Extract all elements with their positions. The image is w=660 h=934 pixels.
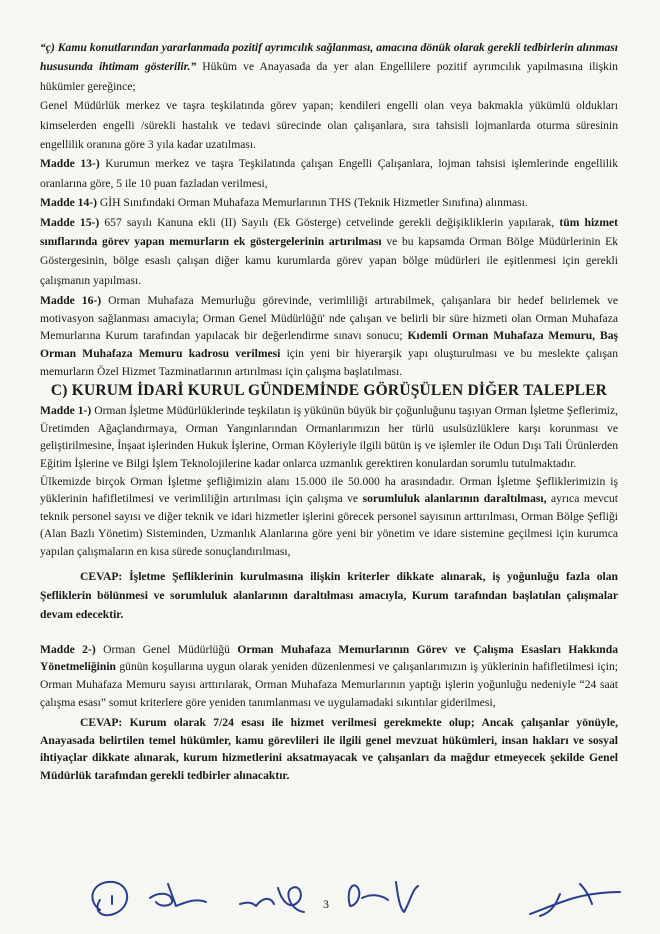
spacer [40, 625, 618, 641]
madde-14-label: Madde 14-) [40, 196, 97, 210]
document-body [40, 38, 618, 785]
signatures [0, 862, 660, 934]
c-madde-1-label: Madde 1-) [40, 404, 92, 418]
c-madde-1-para2-bold: sorumluluk alanlarının daraltılması, [362, 492, 547, 506]
signature-4 [349, 882, 418, 912]
madde-16-text-a: Orman Muhafaza Memurluğu görevinde, verimliliği artırabilmek, çalışanlara bir hedef belirlemek ve motivasyon sağlanması amacıyla; Orman Genel Müdürlüğü' nde çalışan ve belirli bir süre hizmeti olan Orman Muhafaza Memurlarına Kurum tarafından yapılacak bir değerlendirme sınavı sonucu; [40, 294, 619, 343]
signature-2 [150, 884, 206, 906]
signature-3 [240, 887, 304, 912]
section-heading: C) KURUM İDARİ KURUL GÜNDEMİNDE GÖRÜŞÜLEN DİĞER TALEPLER [50, 382, 608, 400]
c-madde-2-text-b: günün koşullarına uygun olarak yeniden düzenlenmesi ve çalışanlarımızın iş yüklerinin hafifletilmesi için; Orman Muhafaza Memuru sayısı arttırılarak, Orman Muhafaza Memurlarının yaptığı işlerin yoğunluğu nedeniyle “24 saat çalışma esası” somut kriterlere göre yeniden tanımlanması ve uygulamadaki sıkıntılar giderilmesi, [40, 660, 618, 709]
intro-paragraph-2: Genel Müdürlük merkez ve taşra teşkilatında görev yapan; kendileri engelli olan veya bakmakla yükümlü oldukları kimselerden engelli /sürekli hastalık ve tedavi sürecinde olan çalışanlara, sıra tahsisli lojmanlarda oturma süresinin engellilik oranına göre 3 yıla kadar uzatılması. [40, 99, 618, 152]
c-madde-2-label: Madde 2-) [40, 642, 96, 656]
quoted-provision: “ç) Kamu konutlarından yararlanmada pozitif ayrımcılık sağlanması, amacına dönük olarak gerekli tedbirlerin alınması hususunda ihtimam gösterilir.” [40, 41, 618, 74]
intro-paragraph [40, 38, 618, 96]
c-madde-1-para2-a: Ülkemizde birçok Orman İşletme şefliğimizin alanı 15.000 ile 50.000 ha arasındadır. Orman İşletme Şefliklerimizin iş yüklerinin hafifletilmesi ve verimliliğin artırılması için çalışma ve [40, 474, 618, 506]
c-madde-1-para2-b: ayrıca mevcut teknik personel sayısı ve diğer teknik ve idari hizmetler işlerini görecek personel sayısının arttırılması, Orman Bölge Şefliği (Alan Bazlı Yönetim) Sisteminden, Uzmanlık Alanlarına göre yeni bir yönetim ve idare sistemine geçilmesi için kurumca yapılan çalışmaların en kısa sürede sonuçlandırılması, [40, 492, 618, 558]
madde-14-text: GİH Sınıfındaki Orman Muhafaza Memurlarının THS (Teknik Hizmetler Sınıfına) alınması. [97, 196, 528, 210]
c-madde-2-text-a: Orman Genel Müdürlüğü [95, 642, 238, 656]
c-madde-2 [40, 641, 618, 711]
c-madde-1-text: Orman İşletme Müdürlüklerinde teşkilatın iş yükünün büyük bir çoğunluğunu taşıyan Orman İşletme Şeflerimiz, Üretimden Ağaçlandırmaya, Orman Yangınlarından Ormanlarımızın her türlü usulsüzlüklere karşı korunması ve geliştirilmesine, İnşaat işlerinden Hukuk İşlerine, Orman Köyleriyle ilgili bütün iş ve işlemler ile Odun Dışı Tali Ürünlerden Eğitim İşlerine ve Bilgi İşlem Teknolojilerine kadar onlarca uzmanlık gerektiren konulardan sorumlu tutulmaktadır. [40, 404, 618, 471]
cevap-2: CEVAP: Kurum olarak 7/24 esası ile hizmet verilmesi gerekmekte olup; Ancak çalışanlar yönüyle, Anayasada belirtilen temel hükümler, kamu görevlileri ile ilgili genel mevzuat hükümleri, insan hakları ve sosyal ihtiyaçlar dikkate alınarak, kurum hizmetlerini aksatmayacak ve çalışanları da mağdur etmeyecek şekilde Genel Müdürlük tarafından gerekli tedbirler alınacaktır. [40, 716, 618, 782]
page-number: 3 [323, 897, 329, 911]
madde-15-text-b: ve bu kapsamda Orman Bölge Müdürlerinin Ek Göstergesinin, bölge esaslı çalışan diğer kamu kurumlarda görev yapan bölge müdürleri ile eşitlenmesi için gerekli çalışmanın yapılması. [40, 235, 618, 287]
madde-16-bold: Kıdemli Orman Muhafaza Memuru, Baş Orman Muhafaza Memuru kadrosu verilmesi [40, 329, 618, 361]
madde-13-label: Madde 13-) [40, 157, 100, 171]
madde-15-label: Madde 15-) [40, 215, 100, 229]
madde-13 [40, 154, 618, 193]
madde-15-text-a: 657 sayılı Kanuna ekli (II) Sayılı (Ek Gösterge) cetvelinde gerekli değişikliklerin yapılarak, [99, 215, 560, 229]
c-madde-1 [40, 402, 618, 472]
signature-1 [92, 882, 127, 915]
c-madde-1-paragraph-2 [40, 473, 618, 561]
madde-13-text: Kurumun merkez ve taşra Teşkilatında çalışan Engelli Çalışanlara, lojman tahsisi işlemlerinde engellilik oranlarına göre, 5 ile 10 puan fazladan verilmesi, [40, 157, 619, 190]
madde-16 [40, 292, 618, 380]
intro-text: Hüküm ve Anayasada da yer alan Engellilere pozitif ayrımcılık yapılmasına ilişkin hükümler gereğince; [40, 60, 618, 93]
madde-16-label: Madde 16-) [40, 294, 102, 308]
cevap-1: CEVAP: İşletme Şefliklerinin kurulmasına ilişkin kriterler dikkate alınarak, iş yoğunluğu fazla olan Şefliklerin bölünmesi ve sorumluluk alanlarının daraltılması amacıyla, Kurum tarafından başlatılan çalışmalar devam edecektir. [40, 569, 618, 622]
madde-14 [40, 193, 618, 212]
madde-15 [40, 213, 618, 291]
madde-16-text-b: için yeni bir hiyerarşik yapı oluşturulması ve bu meslekte çalışan memurların Özel Hizmet Tazminatlarının artırılması için çalışma başlatılması. [40, 347, 618, 378]
c-madde-2-bold: Orman Muhafaza Memurlarının Görev ve Çalışma Esasları Hakkında Yönetmeliğinin [40, 642, 618, 674]
madde-15-bold: tüm hizmet sınıflarında görev yapan memurların ek göstergelerinin artırılması [40, 215, 618, 249]
signature-5 [530, 884, 620, 916]
